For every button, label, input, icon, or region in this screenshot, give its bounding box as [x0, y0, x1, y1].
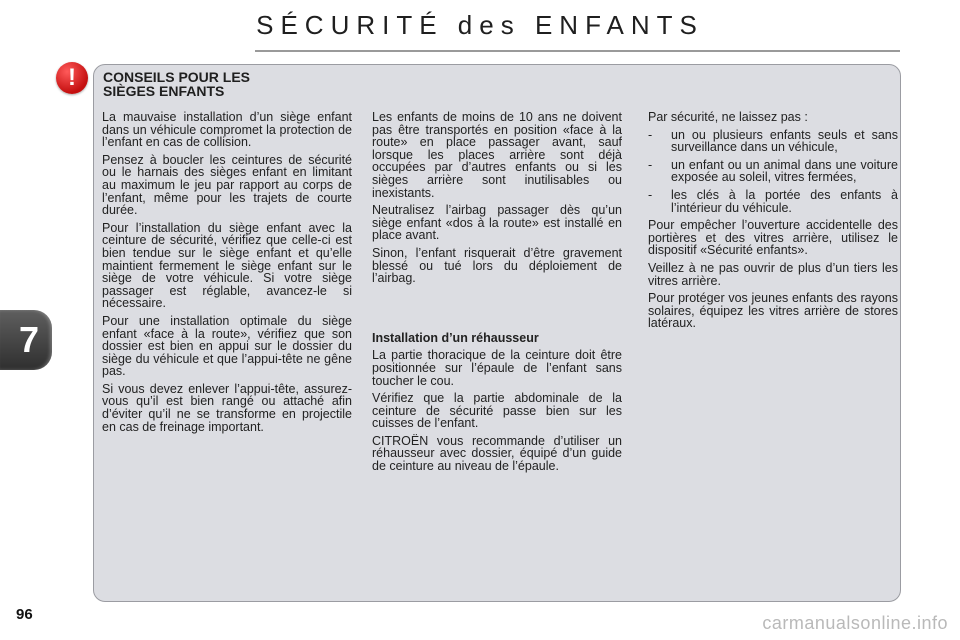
column-2 — [372, 111, 622, 478]
paragraph: Pour une installation optimale du siège enfant «face à la route», vérifiez que son dossier est bien en appui sur le dossier du siège du véhicule et que l’appui-tête ne gêne pas. — [102, 313, 352, 379]
subsection-heading: Installation d’un réhausseur — [372, 330, 539, 345]
chapter-number: 7 — [18, 319, 40, 360]
paragraph: Neutralisez l’airbag passager dès qu’un siège enfant «dos à la route» est installé en place avant. — [372, 203, 622, 243]
alert-glyph: ! — [68, 64, 76, 91]
page-title: SÉCURITÉ des ENFANTS — [256, 10, 704, 40]
column-1 — [102, 111, 352, 438]
paragraph: Pensez à boucler les ceintures de sécurité ou le harnais des sièges enfant en limitant au maximum le jeu par rapport au corps de l’enfant, même pour les trajets de courte durée. — [102, 152, 352, 218]
paragraph: Pour empêcher l’ouverture accidentelle des portières et des vitres arrière, utilisez le dispositif «Sécurité enfants». — [648, 218, 898, 258]
paragraph: Vérifiez que la partie abdominale de la ceinture de sécurité passe bien sur les cuisses de l’enfant. — [372, 391, 622, 431]
paragraph: Par sécurité, ne laissez pas : — [648, 110, 808, 124]
section-title-line-2: SIÈGES ENFANTS — [103, 83, 225, 99]
paragraph: Si vous devez enlever l’appui-tête, assurez-vous qu’il est bien rangé ou attaché afin d’éviter qu’il ne se transforme en projectile en cas de freinage important. — [102, 381, 352, 434]
paragraph: Pour l’installation du siège enfant avec la ceinture de sécurité, vérifiez que celle-ci est bien tendue sur le siège enfant et qu’elle maintient fermement le siège enfant sur le siège de votre véhicule. Si votre siège passager est réglable, avancez-le si nécessaire. — [102, 220, 352, 311]
list-item: - un ou plusieurs enfants seuls et sans surveillance dans un véhicule, — [648, 129, 898, 154]
page-number: 96 — [16, 606, 33, 623]
paragraph: La partie thoracique de la ceinture doit être positionnée sur l’épaule de l’enfant sans toucher le cou. — [372, 348, 622, 388]
section-title — [103, 70, 363, 98]
column-3 — [648, 111, 898, 335]
list-item: - les clés à la portée des enfants à l’intérieur du véhicule. — [648, 189, 898, 214]
chapter-tab — [0, 310, 52, 370]
paragraph: CITROËN vous recommande d’utiliser un réhausseur avec dossier, équipé d’un guide de ceinture au niveau de l’épaule. — [372, 433, 622, 474]
paragraph: Sinon, l’enfant risquerait d’être gravement blessé ou tué lors du déploiement de l’airbag. — [372, 245, 622, 286]
safety-list — [648, 129, 898, 215]
paragraph: Veillez à ne pas ouvrir de plus d’un tiers les vitres arrière. — [648, 260, 898, 288]
exclamation-alert-icon — [56, 62, 88, 94]
section-title-line-1: CONSEILS POUR LES — [103, 69, 251, 85]
list-item: - un enfant ou un animal dans une voiture exposée au soleil, vitres fermées, — [648, 159, 898, 184]
watermark: carmanualsonline.info — [762, 613, 948, 633]
header-divider — [255, 50, 900, 52]
paragraph: Pour protéger vos jeunes enfants des rayons solaires, équipez les vitres arrière de stores latéraux. — [648, 291, 898, 331]
paragraph: Les enfants de moins de 10 ans ne doivent pas être transportés en position «face à la route» en place passager avant, sauf lorsque les places arrière sont déjà occupées par d’autres enfants ou si les sièges arrière sont inutilisables ou inexistants. — [372, 110, 622, 200]
paragraph: La mauvaise installation d’un siège enfant dans un véhicule compromet la protection de l’enfant en cas de collision. — [102, 110, 352, 150]
